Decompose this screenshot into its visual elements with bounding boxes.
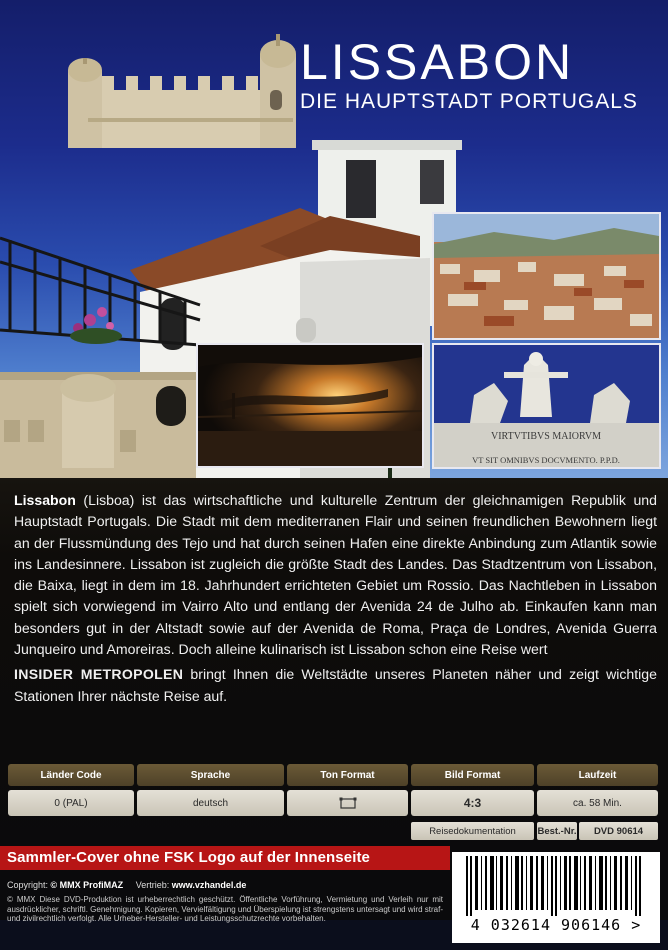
photo-sunset-bridge [196, 343, 424, 468]
value-language: deutsch [137, 790, 284, 816]
copyright-value: © MMX ProfiMAZ [50, 880, 124, 890]
legal-notice: © MMX Diese DVD-Produktion ist urheberrechtlich geschützt. Öffentliche Vorführung, Vermietung und Verleih nur mit ausdrücklicher, schriftl. Genehmigung. Kopieren, Vervielfältigung und Überspielung ist strengstens untersagt und wird straf- und zivilrechtlich verfolgt. Alle Urheber-Hersteller- und Leistungsschutzrechte vorbehalten. [7, 895, 443, 923]
barcode-number: 4 032614 906146 > [470, 916, 642, 934]
genre-label: Reisedokumentation [411, 822, 534, 840]
castle-tower-image [68, 30, 298, 148]
header-runtime: Laufzeit [537, 764, 658, 786]
cover-title: LISSABON [300, 34, 575, 90]
statue-inscription-2: VT SIT OMNIBVS DOCVMENTO. P.P.D. [472, 455, 620, 465]
copyright-line [7, 880, 246, 890]
cover-subtitle: DIE HAUPTSTADT PORTUGALS [300, 90, 638, 113]
order-label: Best.-Nr. [537, 822, 577, 840]
cover-title-block [300, 36, 638, 114]
header-picture-format: Bild Format [411, 764, 534, 786]
series-name: INSIDER METROPOLEN [14, 666, 184, 683]
description-lead: Lissabon [14, 492, 76, 508]
vertrieb-label: Vertrieb: [135, 880, 170, 890]
statue-inscription-1: VIRTVTIBVS MAIORVM [491, 431, 601, 442]
flowers [70, 307, 122, 344]
header-country-code: Länder Code [8, 764, 134, 786]
barcode-bars [452, 852, 660, 916]
description-body: (Lisboa) ist das wirtschaftliche und kulturelle Zentrum der gleichnamigen Republik und Hauptstadt Portugals. Die Stadt mit dem mediterranen Flair und seinen freundlichen Bewohnern liegt an der Flussmündung des Tejo und hat durch seinen Hafen eine direkte Anbindung zum Atlantik sowie ins Landesinnere. Lissabon ist zugleich die größte Stadt des Landes. Das Stadtzentrum von Lissabon, die Baixa, liegt in dem im 18. Jahrhundert errichteten Gebiet um Rossio. Das Nachtleben in Lissabon spielt sich vorwiegend im Vairro Alto und entlang der Avenida 24 de Julho ab. Einkaufen kann man besonders gut in der Altstadt sowie auf der Avenida de Roma, Praça de Londres, Avenida Guerra Junqueiro und Amoreiras. Doch alleine kulinarisch ist Lissabon schon eine Reise wert [14, 492, 657, 658]
collector-banner: Sammler-Cover ohne FSK Logo auf der Innenseite [0, 846, 450, 870]
description-text [14, 490, 657, 707]
order-number: DVD 90614 [579, 822, 658, 840]
stereo-icon [339, 796, 357, 810]
value-runtime: ca. 58 Min. [537, 790, 658, 816]
vertrieb-value: www.vzhandel.de [171, 880, 247, 890]
value-country-code: 0 (PAL) [8, 790, 134, 816]
description-paragraph [14, 490, 657, 660]
copyright-label: Copyright: [7, 880, 49, 890]
series-paragraph [14, 664, 657, 707]
series-text: bringt Ihnen die Weltstädte unseres Planeten näher und zeigt wichtige Stationen Ihrer nächste Reise auf. [14, 666, 657, 704]
value-picture-format: 4:3 [411, 790, 534, 816]
photo-city-rooftops [432, 212, 661, 340]
value-sound-format [287, 790, 408, 816]
photo-statues-arch [432, 343, 661, 469]
tower-window [346, 160, 376, 218]
header-sound-format: Ton Format [287, 764, 408, 786]
header-language: Sprache [137, 764, 284, 786]
